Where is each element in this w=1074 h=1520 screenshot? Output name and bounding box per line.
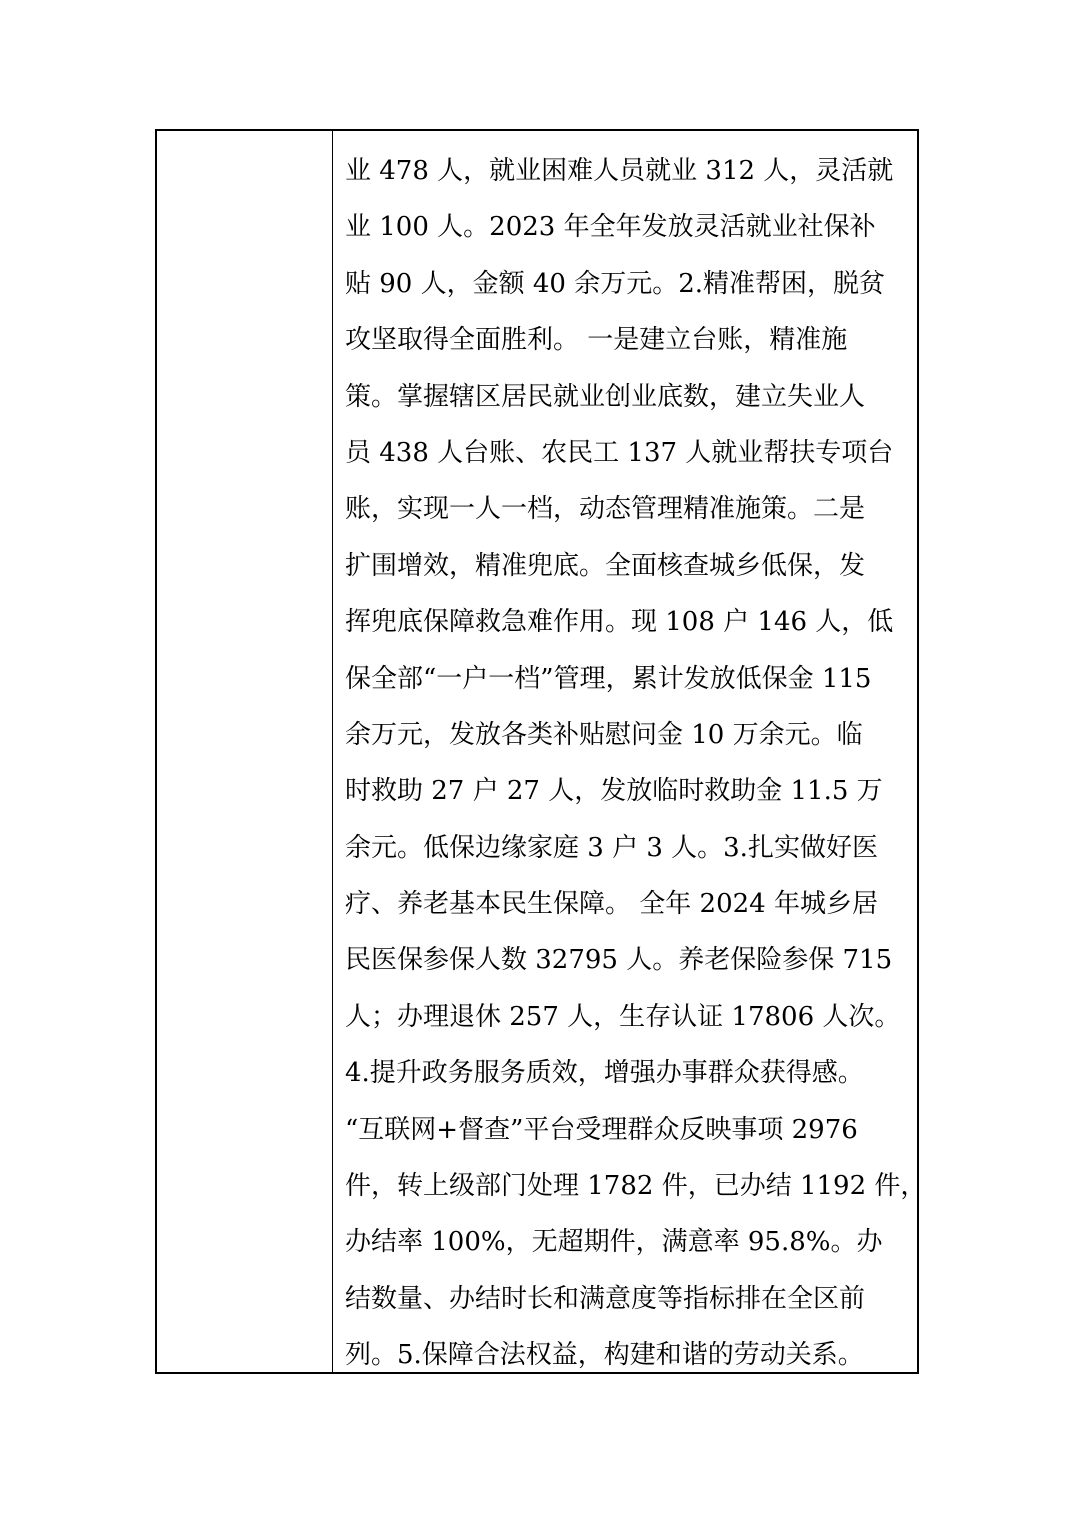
text-line: 贴 90 人，金额 40 余万元。2.精准帮困，脱贫 <box>345 268 886 299</box>
text-line: 时救助 27 户 27 人，发放临时救助金 11.5 万 <box>345 776 883 807</box>
text-line: 攻坚取得全面胜利。 一是建立台账，精准施 <box>345 325 848 356</box>
text-line: 策。掌握辖区居民就业创业底数，建立失业人 <box>345 381 866 412</box>
table-text-cell <box>333 131 932 1372</box>
text-line: 业 478 人，就业困难人员就业 312 人，灵活就 <box>345 156 894 186</box>
table-left-cell <box>157 131 333 1372</box>
text-line: 保全部“一户一档”管理，累计发放低保金 115 <box>345 663 872 694</box>
text-line: 列。5.保障合法权益，构建和谐的劳动关系。 <box>345 1340 864 1371</box>
text-line: 件，转上级部门处理 1782 件，已办结 1192 件， <box>345 1171 927 1202</box>
text-line: 民医保参保人数 32795 人。养老保险参保 715 <box>345 945 893 976</box>
text-line: 办结率 100%，无超期件，满意率 95.8%。办 <box>345 1227 883 1258</box>
text-line: 结数量、办结时长和满意度等指标排在全区前 <box>345 1283 866 1314</box>
text-line: 余万元，发放各类补贴慰问金 10 万余元。临 <box>345 719 863 750</box>
text-line: 4.提升政务服务质效，增强办事群众获得感。 <box>345 1058 864 1089</box>
text-line: 人；办理退休 257 人，生存认证 17806 人次。 <box>345 1001 901 1032</box>
text-line: 账，实现一人一档，动态管理精准施策。二是 <box>345 494 866 525</box>
text-line: 员 438 人台账、农民工 137 人就业帮扶专项台 <box>345 437 894 468</box>
text-line: “互联网+督查”平台受理群众反映事项 2976 <box>345 1114 858 1145</box>
text-line: 业 100 人。2023 年全年发放灵活就业社保补 <box>345 212 876 243</box>
text-line: 扩围增效，精准兜底。全面核查城乡低保，发 <box>345 550 866 581</box>
text-line: 疗、养老基本民生保障。 全年 2024 年城乡居 <box>345 889 878 920</box>
text-line: 余元。低保边缘家庭 3 户 3 人。3.扎实做好医 <box>345 832 878 863</box>
content-table <box>155 129 927 1374</box>
text-line: 挥兜底保障救急难作用。现 108 户 146 人，低 <box>345 607 894 638</box>
